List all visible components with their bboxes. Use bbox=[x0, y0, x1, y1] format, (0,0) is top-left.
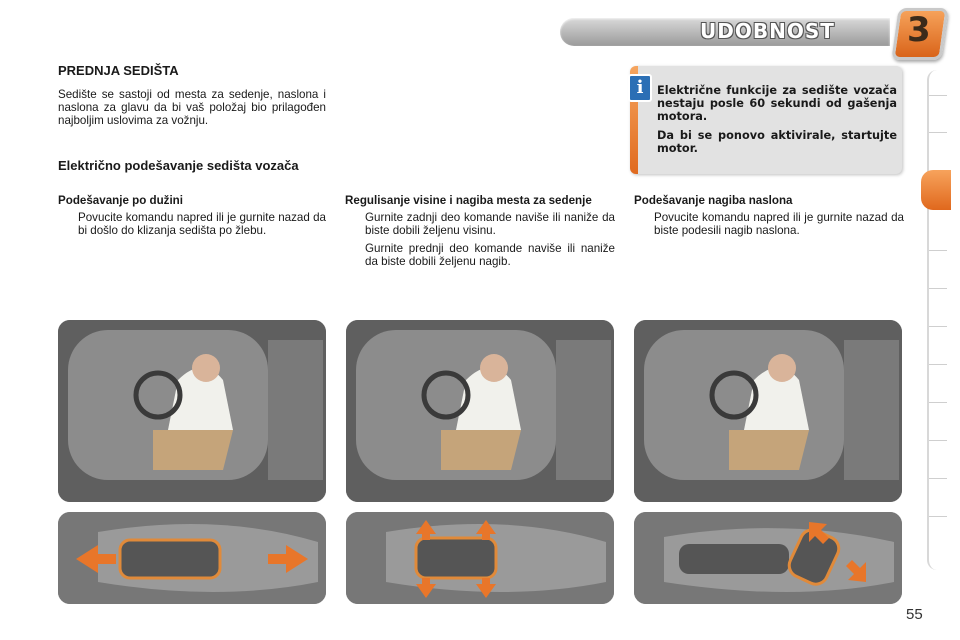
info-box-text bbox=[657, 84, 897, 161]
list-item: Gurnite prednji deo komande naviše ili naniže da biste dobili željenu nagib. bbox=[365, 242, 615, 268]
list-item: Povucite komandu napred ili je gurnite nazad da bi došlo do klizanja sedišta po žlebu. bbox=[78, 211, 326, 237]
chapter-tab[interactable] bbox=[929, 440, 947, 441]
column-length-adjustment bbox=[58, 194, 326, 242]
seat-control-backrest-illustration bbox=[634, 512, 902, 604]
seat-control-height-illustration bbox=[346, 512, 614, 604]
chapter-tab[interactable] bbox=[929, 326, 947, 327]
driver-seat-illustration bbox=[346, 320, 614, 502]
column-backrest-adjustment bbox=[634, 194, 904, 242]
chapter-tab[interactable] bbox=[929, 132, 947, 133]
list-item: Povucite komandu napred ili je gurnite nazad da biste podesili nagib naslona. bbox=[654, 211, 904, 237]
intro-paragraph: Sedište se sastoji od mesta za sedenje, naslona i naslona za glavu da bi vaš položaj bio prilagođen najboljim uslovima za vožnju. bbox=[58, 88, 326, 127]
subsection-title: Električno podešavanje sedišta vozača bbox=[58, 158, 299, 173]
list-item: Gurnite zadnji deo komande naviše ili naniže da biste dobili željenu visinu. bbox=[365, 211, 615, 237]
chapter-tab[interactable] bbox=[929, 516, 947, 517]
driver-seat-illustration bbox=[58, 320, 326, 502]
chapter-tab[interactable] bbox=[929, 478, 947, 479]
info-paragraph: Električne funkcije za sedište vozača nestaju posle 60 sekundi od gašenja motora. bbox=[657, 84, 897, 123]
chapter-tab[interactable] bbox=[929, 288, 947, 289]
chapter-tab[interactable] bbox=[929, 402, 947, 403]
column-title: Regulisanje visine i nagiba mesta za sedenje bbox=[345, 194, 592, 207]
driver-seat-image bbox=[346, 320, 614, 502]
chapter-tab[interactable] bbox=[929, 364, 947, 365]
chapter-title: UDOBNOST bbox=[700, 19, 835, 43]
chapter-number: 3 bbox=[907, 10, 931, 50]
driver-seat-image bbox=[634, 320, 902, 502]
chapter-tab-active[interactable] bbox=[921, 170, 951, 210]
page-number: 55 bbox=[906, 606, 923, 623]
chapter-tab-rail bbox=[927, 70, 949, 570]
info-paragraph: Da bi se ponovo aktivirale, startujte motor. bbox=[657, 129, 897, 155]
driver-seat-illustration bbox=[634, 320, 902, 502]
seat-control-image bbox=[58, 512, 326, 604]
column-title: Podešavanje nagiba naslona bbox=[634, 194, 793, 207]
seat-control-image bbox=[346, 512, 614, 604]
seat-control-image bbox=[634, 512, 902, 604]
info-icon: i bbox=[628, 74, 652, 102]
chapter-tab[interactable] bbox=[929, 95, 947, 96]
seat-control-length-illustration bbox=[58, 512, 326, 604]
driver-seat-image bbox=[58, 320, 326, 502]
column-title: Podešavanje po dužini bbox=[58, 194, 183, 207]
section-title: PREDNJA SEDIŠTA bbox=[58, 63, 179, 78]
column-height-tilt-adjustment bbox=[345, 194, 615, 273]
chapter-tab[interactable] bbox=[929, 250, 947, 251]
